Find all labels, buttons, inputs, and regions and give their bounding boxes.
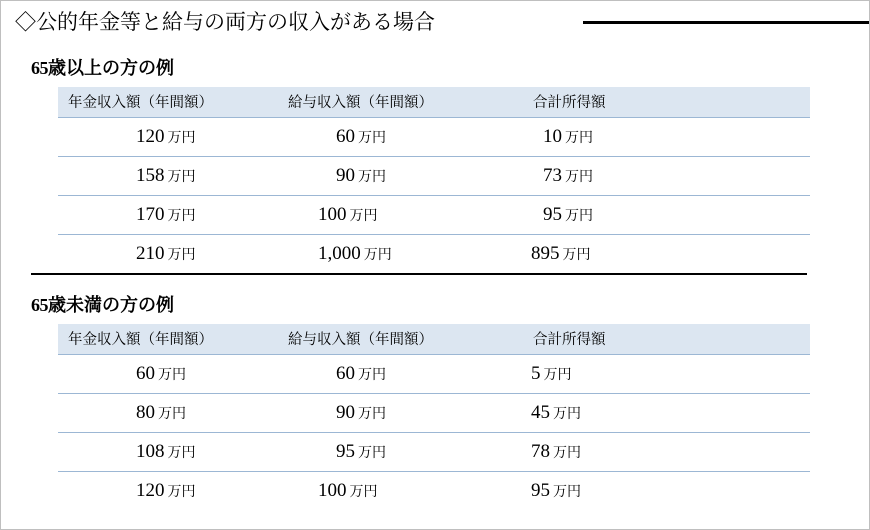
column-header-salary: 給与収入額（年間額） bbox=[278, 324, 523, 355]
section-title-text: 歳以上の方の例 bbox=[48, 58, 174, 78]
cell-pension-unit: 万円 bbox=[167, 446, 196, 461]
cell-pension-value: 210 bbox=[136, 243, 165, 264]
table-row bbox=[58, 394, 810, 433]
cell-salary-value: 90 bbox=[336, 165, 355, 186]
column-header-pension: 年金収入額（年間額） bbox=[58, 324, 278, 355]
cell-total-value: 73 bbox=[543, 165, 562, 186]
cell-salary bbox=[278, 118, 523, 157]
cell-salary-unit: 万円 bbox=[349, 485, 378, 500]
cell-pension bbox=[58, 355, 278, 394]
cell-pension bbox=[58, 196, 278, 235]
cell-salary-unit: 万円 bbox=[363, 248, 392, 263]
table-row bbox=[58, 157, 810, 196]
section-title-number: 65 bbox=[31, 295, 48, 315]
cell-total bbox=[523, 433, 810, 472]
cell-salary-unit: 万円 bbox=[358, 170, 386, 185]
column-header-salary: 給与収入額（年間額） bbox=[278, 87, 523, 118]
cell-total bbox=[523, 472, 810, 511]
cell-salary bbox=[278, 157, 523, 196]
cell-pension-unit: 万円 bbox=[167, 131, 196, 146]
cell-total bbox=[523, 235, 810, 274]
cell-salary-unit: 万円 bbox=[358, 407, 386, 422]
cell-total bbox=[523, 394, 810, 433]
cell-pension-value: 108 bbox=[136, 441, 165, 462]
cell-total-unit: 万円 bbox=[543, 368, 572, 383]
cell-pension bbox=[58, 433, 278, 472]
cell-salary-value: 1,000 bbox=[318, 243, 361, 264]
cell-salary bbox=[278, 235, 523, 274]
cell-total-value: 5 bbox=[531, 363, 541, 384]
cell-salary-value: 95 bbox=[336, 441, 355, 462]
cell-total-unit: 万円 bbox=[565, 131, 593, 146]
cell-total-value: 95 bbox=[543, 204, 562, 225]
cell-salary-unit: 万円 bbox=[358, 368, 386, 383]
cell-pension-unit: 万円 bbox=[158, 368, 186, 383]
cell-total bbox=[523, 355, 810, 394]
section-over-65 bbox=[1, 56, 870, 275]
cell-salary-value: 60 bbox=[336, 363, 355, 384]
cell-salary bbox=[278, 472, 523, 511]
cell-total-value: 10 bbox=[543, 126, 562, 147]
cell-pension-unit: 万円 bbox=[167, 170, 196, 185]
cell-total-value: 45 bbox=[531, 402, 550, 423]
cell-pension-unit: 万円 bbox=[167, 248, 196, 263]
table-row bbox=[58, 433, 810, 472]
table-row bbox=[58, 355, 810, 394]
table-over-65 bbox=[58, 87, 810, 273]
section-under-65 bbox=[1, 293, 870, 510]
cell-salary-unit: 万円 bbox=[358, 131, 386, 146]
cell-salary bbox=[278, 433, 523, 472]
table-row bbox=[58, 118, 810, 157]
cell-total-value: 95 bbox=[531, 480, 550, 501]
cell-salary-unit: 万円 bbox=[358, 446, 386, 461]
column-header-total: 合計所得額 bbox=[523, 87, 810, 118]
section-title-text: 歳未満の方の例 bbox=[48, 295, 174, 315]
cell-total bbox=[523, 196, 810, 235]
column-header-total: 合計所得額 bbox=[523, 324, 810, 355]
section-title bbox=[31, 293, 870, 317]
cell-total-unit: 万円 bbox=[565, 209, 593, 224]
column-header-pension: 年金収入額（年間額） bbox=[58, 87, 278, 118]
cell-salary-unit: 万円 bbox=[349, 209, 378, 224]
table-bottom-rule bbox=[31, 273, 807, 275]
cell-pension-value: 60 bbox=[136, 363, 155, 384]
cell-salary bbox=[278, 394, 523, 433]
cell-pension bbox=[58, 235, 278, 274]
table-row bbox=[58, 235, 810, 274]
cell-salary-value: 100 bbox=[318, 480, 347, 501]
cell-pension bbox=[58, 394, 278, 433]
table-row bbox=[58, 472, 810, 511]
table-row bbox=[58, 196, 810, 235]
cell-pension-unit: 万円 bbox=[167, 209, 196, 224]
section-title-number: 65 bbox=[31, 58, 48, 78]
cell-total bbox=[523, 118, 810, 157]
cell-salary bbox=[278, 355, 523, 394]
cell-pension bbox=[58, 472, 278, 511]
cell-salary-value: 90 bbox=[336, 402, 355, 423]
cell-pension-value: 80 bbox=[136, 402, 155, 423]
table-header-row bbox=[58, 87, 810, 118]
cell-total-value: 78 bbox=[531, 441, 550, 462]
cell-total-unit: 万円 bbox=[553, 446, 581, 461]
cell-total bbox=[523, 157, 810, 196]
page-title: ◇公的年金等と給与の両方の収入がある場合 bbox=[15, 10, 435, 34]
cell-pension-value: 158 bbox=[136, 165, 165, 186]
cell-pension-value: 120 bbox=[136, 480, 165, 501]
cell-pension-unit: 万円 bbox=[167, 485, 196, 500]
cell-pension-unit: 万円 bbox=[158, 407, 186, 422]
cell-total-unit: 万円 bbox=[553, 407, 581, 422]
table-header-row bbox=[58, 324, 810, 355]
cell-pension-value: 120 bbox=[136, 126, 165, 147]
table-under-65 bbox=[58, 324, 810, 510]
cell-salary bbox=[278, 196, 523, 235]
cell-pension bbox=[58, 157, 278, 196]
cell-pension-value: 170 bbox=[136, 204, 165, 225]
cell-salary-value: 100 bbox=[318, 204, 347, 225]
cell-total-unit: 万円 bbox=[565, 170, 593, 185]
section-title bbox=[31, 56, 870, 80]
cell-pension bbox=[58, 118, 278, 157]
cell-total-value: 895 bbox=[531, 243, 560, 264]
heading-rule bbox=[583, 21, 869, 24]
cell-total-unit: 万円 bbox=[553, 485, 581, 500]
cell-total-unit: 万円 bbox=[562, 248, 591, 263]
cell-salary-value: 60 bbox=[336, 126, 355, 147]
